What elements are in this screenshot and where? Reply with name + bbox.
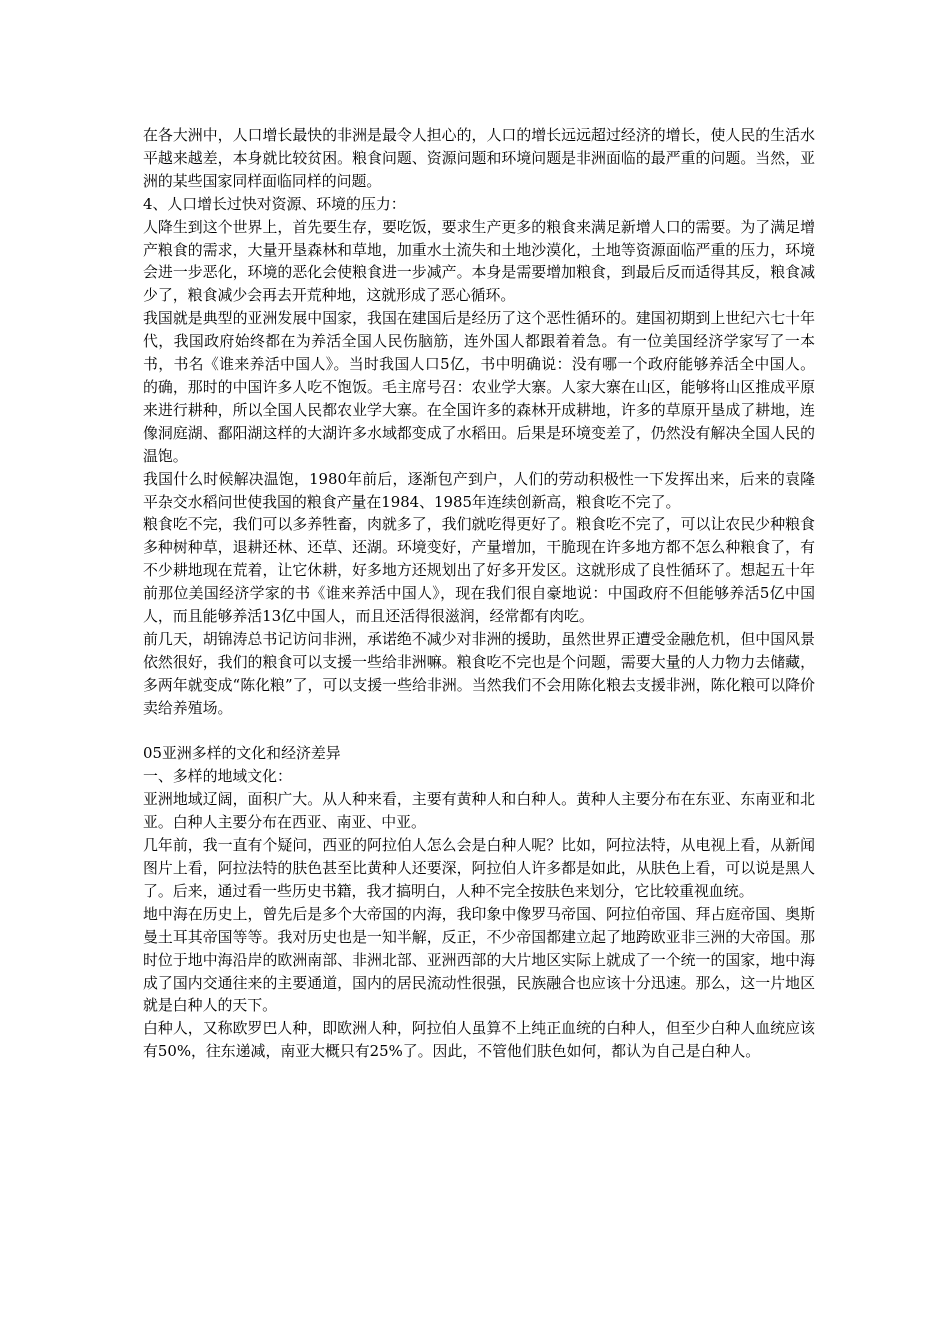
paragraph-caucasian: 白种人，又称欧罗巴人种，即欧洲人种，阿拉伯人虽算不上纯正血统的白种人，但至少白种人血统应该有50%，往东递减，南亚大概只有25%了。因此，不管他们肤色如何，都认为自己是白种人。: [143, 1019, 815, 1061]
subsection-title: 一、多样的地域文化：: [143, 767, 292, 786]
paragraph-mediterranean: 地中海在历史上，曾先后是多个大帝国的内海，我印象中像罗马帝国、阿拉伯帝国、拜占庭帝国、奥斯曼土耳其帝国等等。我对历史也是一知半解，反正，不少帝国都建立起了地跨欧亚非三洲的大帝国。那时位于地中海沿岸的欧洲南部、非洲北部、亚洲西部的大片地区实际上就成了一个统一的国家，地中海成了国内交通往来的主要通道，国内的居民流动性很强，民族融合也应该十分迅速。那么，这一片地区就是白种人的天下。: [143, 904, 815, 1015]
paragraph-virtuous-cycle: 粮食吃不完，我们可以多养牲畜，肉就多了，我们就吃得更好了。粮食吃不完了，可以让农民少种粮食多种树种草，退耕还林、还草、还湖。环境变好，产量增加，干脆现在许多地方都不怎么种粮食了，有不少耕地现在荒着，让它休耕，好多地方还规划出了好多开发区。这就形成了良性循环了。想起五十年前那位美国经济学家的书《谁来养活中国人》，现在我们很自豪地说：中国政府不但能够养活5亿中国人，而且能够养活13亿中国人，而且还活得很滋润，经常都有肉吃。: [143, 515, 815, 626]
paragraph-arab-question: 几年前，我一直有个疑问，西亚的阿拉伯人怎么会是白种人呢？比如，阿拉法特，从电视上看，从新闻图片上看，阿拉法特的肤色甚至比黄种人还要深，阿拉伯人许多都是如此，从肤色上看，可以说是黑人了。后来，通过看一些历史书籍，我才搞明白，人种不完全按肤色来划分，它比较重视血统。: [143, 836, 815, 900]
paragraph-vicious-cycle: 人降生到这个世界上，首先要生存，要吃饭，要求生产更多的粮食来满足新增人口的需要。为了满足增产粮食的需求，大量开垦森林和草地，加重水土流失和土地沙漠化，土地等资源面临严重的压力，环境会进一步恶化，环境的恶化会使粮食进一步减产。本身是需要增加粮食，到最后反而适得其反，粮食减少了，粮食减少会再去开荒种地，这就形成了恶心循环。: [143, 217, 815, 305]
document-page: [143, 124, 815, 1063]
section-title: 05亚洲多样的文化和经济差异: [143, 744, 341, 763]
blank-line: [143, 720, 815, 743]
heading-population-pressure: 4、人口增长过快对资源、环境的压力：: [143, 194, 406, 213]
paragraph-china-history: 我国就是典型的亚洲发展中国家，我国在建国后是经历了这个恶性循环的。建国初期到上世纪六七十年代，我国政府始终都在为养活全国人民伤脑筋，连外国人都跟着着急。有一位美国经济学家写了一本书，书名《谁来养活中国人》。当时我国人口5亿，书中明确说：没有哪一个政府能够养活全中国人。的确，那时的中国许多人吃不饱饭。毛主席号召：农业学大寨。人家大寨在山区，能够将山区推成平原来进行耕种，所以全国人民都农业学大寨。在全国许多的森林开成耕地，许多的草原开垦成了耕地，连像洞庭湖、鄱阳湖这样的大湖许多水域都变成了水稻田。后果是环境变差了，仍然没有解决全国人民的温饱。: [143, 309, 815, 465]
paragraph-races: 亚洲地域辽阔，面积广大。从人种来看，主要有黄种人和白种人。黄种人主要分布在东亚、东南亚和北亚。白种人主要分布在西亚、南亚、中亚。: [143, 790, 815, 832]
paragraph-food-security: 我国什么时候解决温饱，1980年前后，逐渐包产到户，人们的劳动积极性一下发挥出来，后来的袁隆平杂交水稻问世使我国的粮食产量在1984、1985年连续创新高，粮食吃不完了。: [143, 469, 815, 511]
paragraph-africa-population: 在各大洲中，人口增长最快的非洲是最令人担心的，人口的增长远远超过经济的增长，使人民的生活水平越来越差，本身就比较贫困。粮食问题、资源问题和环境问题是非洲面临的最严重的问题。当然，亚洲的某些国家同样面临同样的问题。: [143, 126, 815, 190]
paragraph-africa-aid: 前几天，胡锦涛总书记访问非洲，承诺绝不减少对非洲的援助，虽然世界正遭受金融危机，但中国风景依然很好，我们的粮食可以支援一些给非洲嘛。粮食吃不完也是个问题，需要大量的人力物力去储藏，多两年就变成“陈化粮”了，可以支援一些给非洲。当然我们不会用陈化粮去支援非洲，陈化粮可以降价卖给养殖场。: [143, 629, 815, 717]
